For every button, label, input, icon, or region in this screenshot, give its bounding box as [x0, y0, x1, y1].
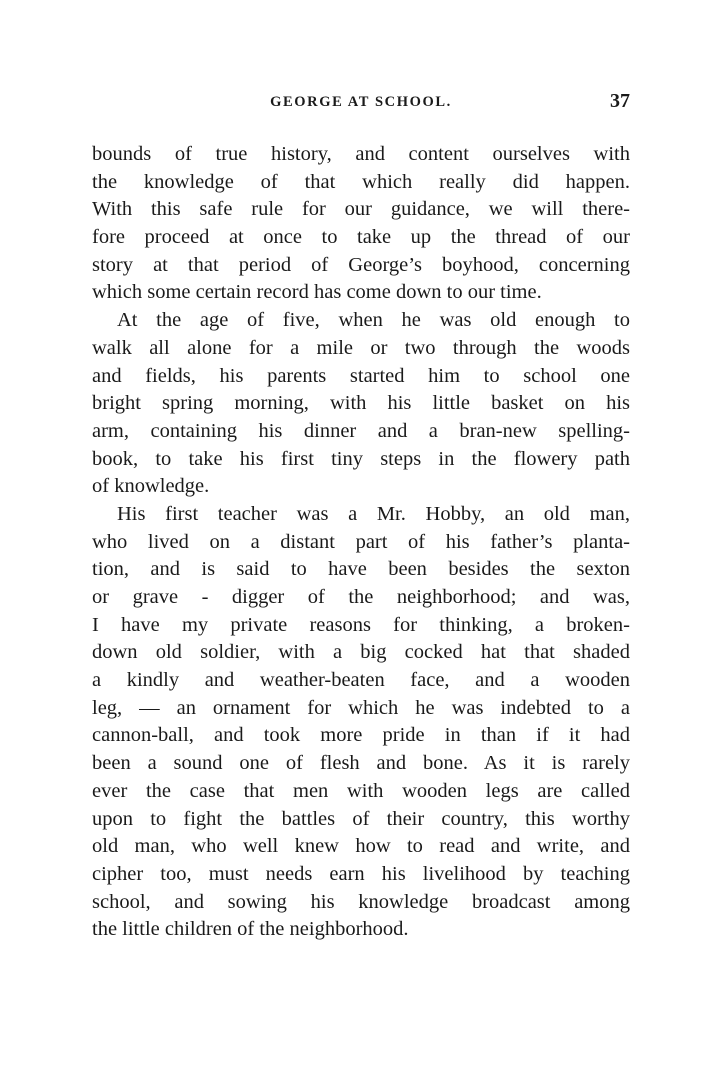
text-line: down old soldier, with a big cocked hat that shaded	[92, 641, 630, 664]
text-line: which some certain record has come down to our time.	[92, 281, 542, 304]
text-line: ever the case that men with wooden legs are called	[92, 779, 630, 802]
text-line: I have my private reasons for thinking, a broken-	[92, 613, 630, 636]
text-line: cannon-ball, and took more pride in than if it had	[92, 724, 630, 747]
text-line: fore proceed at once to take up the thread of our	[92, 226, 630, 249]
text-line: bounds of true history, and content ourselves with	[92, 143, 630, 165]
body-text	[92, 141, 630, 944]
running-head	[92, 90, 630, 120]
text-line: book, to take his first tiny steps in the flowery path	[92, 447, 630, 470]
text-line: tion, and is said to have been besides the sexton	[92, 558, 630, 581]
text-line: or grave - digger of the neighborhood; and was,	[92, 586, 630, 608]
text-line: a kindly and weather-beaten face, and a wooden	[92, 669, 630, 692]
paragraph-start-line: His first teacher was a Mr. Hobby, an old man,	[117, 502, 630, 525]
text-line: bright spring morning, with his little basket on his	[92, 392, 630, 415]
text-line: walk all alone for a mile or two through the woods	[92, 336, 630, 359]
text-line: and fields, his parents started him to school one	[92, 364, 630, 387]
text-line: story at that period of George’s boyhood, concerning	[92, 253, 630, 276]
paragraph-start-line: At the age of five, when he was old enough to	[117, 309, 630, 332]
text-line: leg, — an ornament for which he was indebted to a	[92, 696, 630, 719]
page-number: 37	[610, 90, 630, 112]
text-line: who lived on a distant part of his father’s planta-	[92, 530, 630, 553]
text-line: cipher too, must needs earn his livelihood by teaching	[92, 862, 630, 885]
running-title: GEORGE AT SCHOOL.	[270, 94, 452, 110]
text-line: the little children of the neighborhood.	[92, 918, 409, 941]
text-line: of knowledge.	[92, 475, 210, 498]
text-line: upon to fight the battles of their country, this worthy	[92, 807, 630, 830]
text-line: the knowledge of that which really did happen.	[92, 170, 630, 193]
text-line: been a sound one of flesh and bone. As it is rarely	[92, 752, 630, 775]
text-line: arm, containing his dinner and a bran-new spelling-	[92, 419, 630, 442]
text-line: school, and sowing his knowledge broadcast among	[92, 890, 630, 913]
text-line: old man, who well knew how to read and write, and	[92, 835, 630, 858]
text-line: With this safe rule for our guidance, we will there-	[92, 198, 630, 221]
